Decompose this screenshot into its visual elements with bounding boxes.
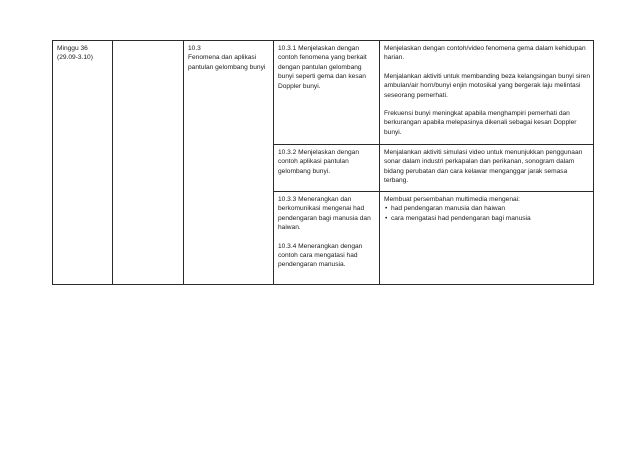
lesson-plan-table — [52, 40, 594, 285]
activity-cell — [380, 145, 594, 192]
list-item: • had pendengaran manusia dan haiwan — [384, 204, 590, 213]
learning-standard: 10.3.4 Menerangkan dengan contoh cara mengatasi had pendengaran manusia. — [278, 242, 363, 269]
activity-text: Membuat persembahan multimedia mengenai: — [384, 196, 520, 203]
activity-cell — [380, 192, 594, 285]
learning-standard: 10.3.1 Menjelaskan dengan contoh fenomena yang berkait dengan pantulan gelombang bunyi seperti gema dan kesan Doppler bunyi. — [278, 45, 367, 90]
week-label: Minggu 36 — [57, 45, 88, 52]
week-cell — [53, 41, 113, 285]
empty-cell — [113, 41, 184, 285]
topic-code: 10.3 — [188, 45, 201, 52]
activity-text: Menjelaskan dengan contoh/video fenomena gema dalam kehidupan harian. — [384, 45, 586, 62]
list-item: • cara mengatasi had pendengaran bagi manusia — [384, 214, 590, 223]
learning-standard: 10.3.3 Menerangkan dan berkomunikasi mengenai had pendengaran bagi manusia dan haiwan. — [278, 196, 371, 232]
activity-text: Menjalankan aktiviti untuk membanding beza kelangsingan bunyi siren ambulan/air horn/bunyi enjin motosikal yang bergerak laju melintasi seseorang pemerhati. — [384, 72, 590, 99]
topic-title: Fenomena dan aplikasi pantulan gelombang bunyi — [188, 54, 266, 71]
week-dates: (29.09-3.10) — [57, 54, 93, 62]
standard-cell — [274, 192, 380, 285]
topic-cell — [184, 41, 274, 285]
standard-cell — [274, 41, 380, 145]
activity-text: Frekuensi bunyi meningkat apabila menghampiri pemerhati dan berkurangan apabila melepasinya dikenali sebagai kesan Doppler bunyi. — [384, 110, 577, 136]
activity-text: Menjalankan aktiviti simulasi video untuk menunjukkan penggunaan sonar dalam industri perkapalan dan perikanan, sonogram dalam bidang perubatan dan cara kelawar menganggar jarak semasa terbang. — [384, 149, 583, 185]
learning-standard: 10.3.2 Menjelaskan dengan contoh aplikasi pantulan gelombang bunyi. — [278, 149, 360, 175]
activity-cell — [380, 41, 594, 145]
table-row — [53, 41, 594, 145]
standard-cell — [274, 145, 380, 192]
activity-bullet-list — [384, 204, 590, 223]
